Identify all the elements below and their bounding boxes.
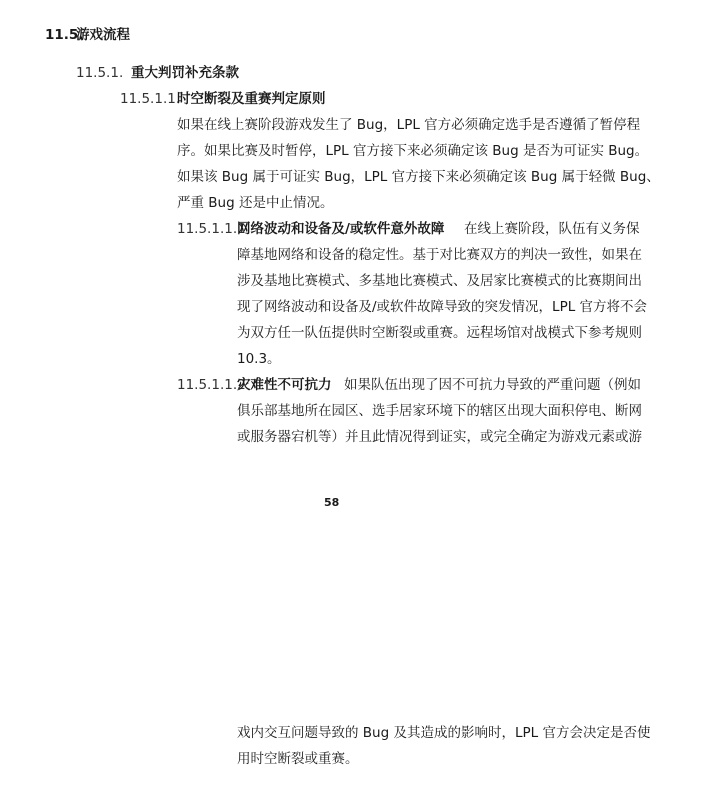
paragraph-line: 如果该 Bug 属于可证实 Bug，LPL 官方接下来必须确定该 Bug 属于轻微 Bug、 [177, 169, 660, 185]
item-number: 11.5.1.1.1 [177, 221, 246, 237]
paragraph-line: 在线上赛阶段，队伍有义务保 [464, 221, 640, 237]
paragraph-line: 用时空断裂或重赛。 [237, 751, 359, 767]
paragraph-line: 涉及基地比赛模式、多基地比赛模式、及居家比赛模式的比赛期间出 [237, 273, 642, 289]
section-number: 11.5. [45, 27, 84, 43]
paragraph-line: 俱乐部基地所在园区、选手居家环境下的辖区出现大面积停电、断网 [237, 403, 642, 419]
paragraph-line: 如果队伍出现了因不可抗力导致的严重问题（例如 [344, 377, 641, 393]
item-number: 11.5.1.1.2 [177, 377, 246, 393]
paragraph-line: 障基地网络和设备的稳定性。基于对比赛双方的判决一致性，如果在 [237, 247, 642, 263]
paragraph-line: 10.3。 [237, 351, 281, 367]
paragraph-line: 严重 Bug 还是中止情况。 [177, 195, 334, 211]
paragraph-line: 现了网络波动和设备及/或软件故障导致的突发情况，LPL 官方将不会 [237, 299, 648, 315]
paragraph-line: 或服务器宕机等）并且此情况得到证实，或完全确定为游戏元素或游 [237, 429, 642, 445]
paragraph-line: 戏内交互问题导致的 Bug 及其造成的影响时，LPL 官方会决定是否使 [237, 725, 651, 741]
paragraph-line: 序。如果比赛及时暂停，LPL 官方接下来必须确定该 Bug 是否为可证实 Bug。 [177, 143, 649, 159]
item-title: 网络波动和设备及/或软件意外故障 [237, 221, 445, 237]
section-title: 游戏流程 [76, 27, 130, 43]
clause-number: 11.5.1.1. [120, 91, 181, 107]
page-number: 58 [324, 496, 340, 509]
paragraph-line: 如果在线上赛阶段游戏发生了 Bug，LPL 官方必须确定选手是否遵循了暂停程 [177, 117, 641, 133]
subsection-number: 11.5.1. [76, 65, 124, 81]
subsection-title: 重大判罚补充条款 [131, 65, 239, 81]
clause-title: 时空断裂及重赛判定原则 [177, 91, 326, 107]
paragraph-line: 为双方任一队伍提供时空断裂或重赛。远程场馆对战模式下参考规则 [237, 325, 642, 341]
item-title: 灾难性不可抗力 [237, 377, 332, 393]
